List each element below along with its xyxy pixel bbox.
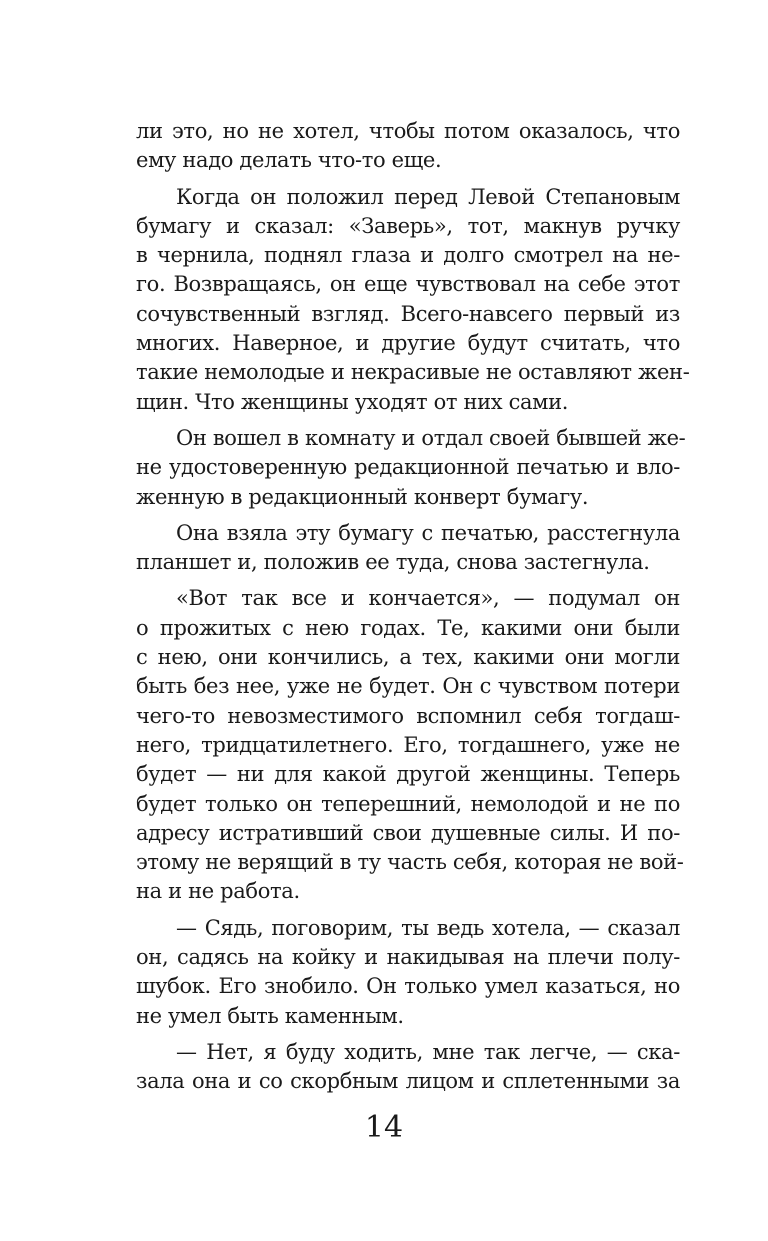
text-line: будет — ни для какой другой женщины. Теперь	[136, 762, 680, 787]
text-line: Она взяла эту бумагу с печатью, расстегнула	[176, 520, 680, 545]
text-line: — Сядь, поговорим, ты ведь хотела, — сказал	[176, 915, 680, 940]
text-line: зала она и со скорбным лицом и сплетенными за	[136, 1069, 680, 1094]
paragraph	[136, 117, 680, 176]
text-line: быть без нее, уже не будет. Он с чувством потери	[136, 674, 680, 699]
text-line: в чернила, поднял глаза и долго смотрел на не-	[136, 243, 680, 268]
text-line: шубок. Его знобило. Он только умел казаться, но	[136, 974, 680, 999]
paragraph	[136, 584, 684, 906]
text-line: этому не верящий в ту часть себя, которая не вой-	[136, 850, 684, 875]
text-line: — Нет, я буду ходить, мне так легче, — ска-	[176, 1039, 680, 1064]
text-line: адресу истративший свои душевные силы. И по-	[136, 820, 680, 845]
text-line: такие немолодые и некрасивые не оставляют жен-	[136, 360, 690, 385]
text-line: го. Возвращаясь, он еще чувствовал на себе этот	[136, 272, 680, 297]
text-line: о прожитых с нею годах. Те, какими они были	[136, 615, 680, 640]
text-line: женную в редакционный конверт бумагу.	[136, 484, 589, 509]
paragraph	[136, 519, 680, 578]
text-line: Когда он положил перед Левой Степановым	[176, 184, 680, 209]
text-line: «Вот так все и кончается», — подумал он	[176, 586, 680, 611]
paragraph	[136, 183, 690, 417]
text-line: ли это, но не хотел, чтобы потом оказалось, что	[136, 119, 680, 143]
text-line: не умел быть каменным.	[136, 1003, 404, 1028]
text-line: ему надо делать что-то еще.	[136, 148, 442, 173]
text-line: с нею, они кончились, а тех, какими они могли	[136, 645, 680, 670]
text-line: него, тридцатилетнего. Его, тогдашнего, уже не	[136, 732, 680, 757]
text-line: сочувственный взгляд. Всего-навсего первый из	[136, 301, 680, 326]
text-line: Он вошел в комнату и отдал своей бывшей же-	[176, 425, 686, 450]
paragraph	[136, 1038, 680, 1097]
text-line: щин. Что женщины уходят от них сами.	[136, 389, 569, 414]
page-number: 14	[364, 1110, 404, 1145]
paragraph	[136, 914, 680, 1031]
body-text	[136, 117, 690, 1104]
text-line: чего-то невозместимого вспомнил себя тогдаш-	[136, 703, 680, 728]
paragraph	[136, 424, 686, 512]
text-line: не удостоверенную редакционной печатью и вло-	[136, 455, 680, 480]
text-line: многих. Наверное, и другие будут считать, что	[136, 331, 680, 356]
text-line: на и не работа.	[136, 879, 300, 904]
text-line: он, садясь на койку и накидывая на плечи полу-	[136, 945, 680, 970]
text-line: будет только он теперешний, немолодой и не по	[136, 791, 680, 816]
text-line: бумагу и сказал: «Заверь», тот, макнув ручку	[136, 213, 680, 238]
text-line: планшет и, положив ее туда, снова застегнула.	[136, 550, 650, 575]
